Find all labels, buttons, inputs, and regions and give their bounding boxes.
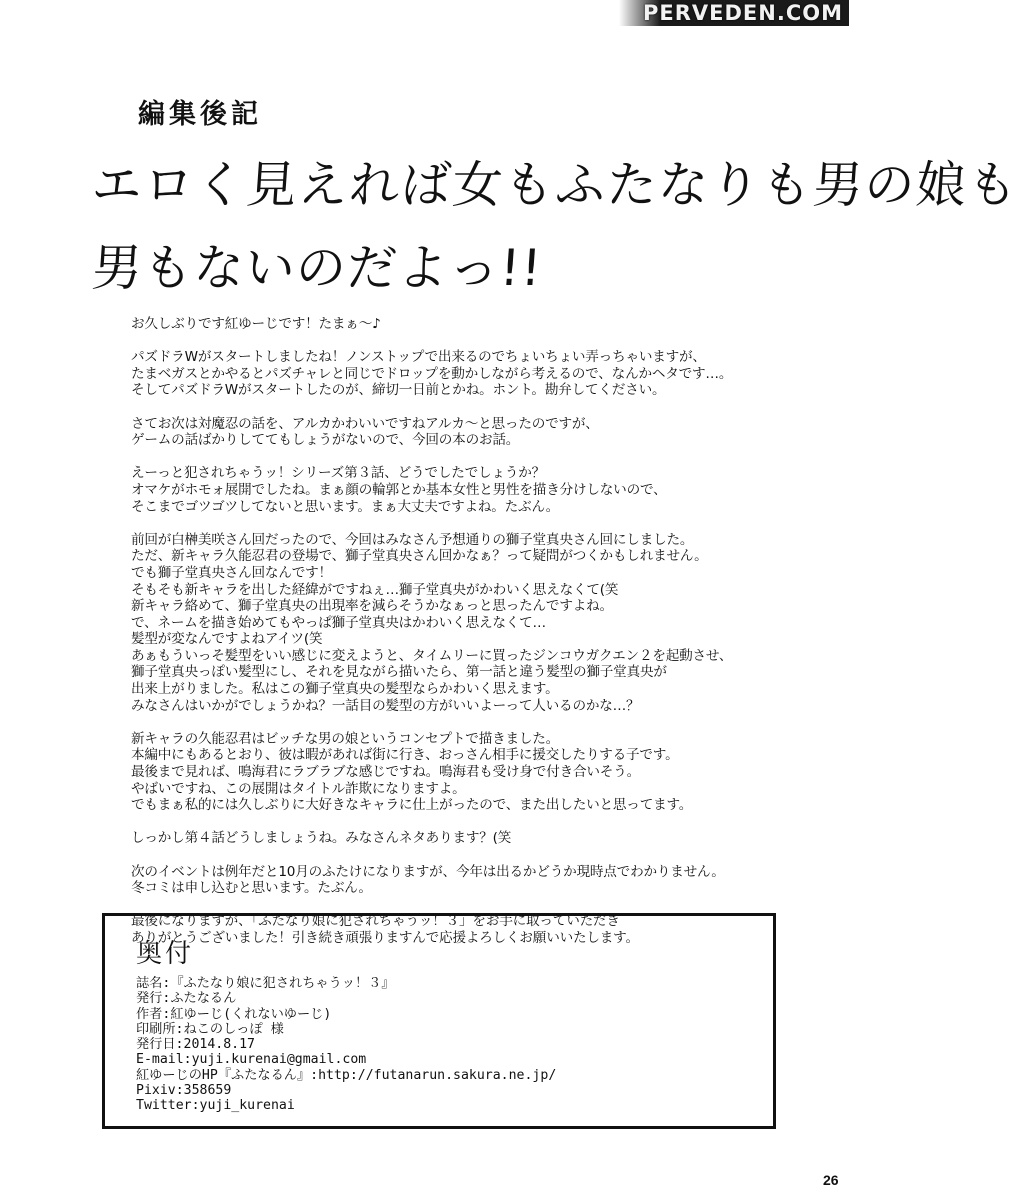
text-line: 本編中にもあるとおり、彼は暇があれば街に行き、おっさん相手に援交したりする子です。 — [131, 747, 679, 764]
text-line: 最後まで見れば、鳴海君にラブラブな感じですね。鳴海君も受け身で付き合いそう。 — [131, 764, 640, 781]
text-line: 髪型が変なんですよねアイツ(笑 — [131, 631, 323, 648]
paragraph-2 — [131, 349, 781, 399]
text-line: たまベガスとかやるとパズチャレと同じでドロップを動かしながら考えるので、なんかヘタです…。 — [131, 365, 733, 382]
text-line: 新キャラの久能忍君はビッチな男の娘というコンセプトで描きました。 — [131, 730, 560, 747]
text-line: でもまぁ私的には久しぶりに大好きなキャラに仕上がったので、また出したいと思ってます。 — [131, 797, 693, 814]
text-line: ただ、新キャラ久能忍君の登場で、獅子堂真央さん回かなぁ？って疑問がつくかもしれません。 — [131, 548, 708, 565]
text-line: ゲームの話ばかりしててもしょうがないので、今回の本のお話。 — [131, 432, 520, 449]
text-line: そこまでゴツゴツしてないと思います。まぁ大丈夫ですよね。たぶん。 — [131, 498, 560, 515]
paragraph-6 — [131, 731, 781, 814]
paragraph-8 — [131, 864, 781, 897]
text-line: そもそも新キャラを出した経緯がですねぇ…獅子堂真央がかわいく思えなくて(笑 — [131, 581, 619, 598]
colophon-date: 発行日:2014.8.17 — [136, 1037, 255, 1053]
colophon-printer: 印刷所:ねこのしっぽ 様 — [136, 1021, 284, 1037]
text-line: お久しぶりです紅ゆーじです！たまぁ～♪ — [131, 316, 381, 332]
afterword-heading: 編集後記 — [138, 99, 262, 130]
colophon-twitter: Twitter:yuji_kurenai — [136, 1098, 295, 1114]
text-line: パズドラWがスタートしましたね！ノンストップで出来るのでちょいちょい弄っちゃいますが、 — [131, 349, 706, 366]
site-watermark: PERVEDEN.COM — [619, 0, 849, 26]
text-line: 最後になりますが、「ふたなり娘に犯されちゃうッ！３」をお手に取っていただき — [131, 913, 620, 930]
text-line: 前回が白榊美咲さん回だったので、今回はみなさん予想通りの獅子堂真央さん回にしました。 — [131, 531, 694, 548]
text-line: そしてパズドラWがスタートしたのが、締切一日前とかね。ホント。勘弁してください。 — [131, 382, 666, 399]
text-line: ありがとうございました！引き続き頑張りますんで応援よろしくお願いいたします。 — [131, 929, 639, 946]
text-line: さてお次は対魔忍の話を、アルカかわいいですねアルカ～と思ったのですが、 — [131, 415, 599, 432]
paragraph-1 — [131, 316, 781, 333]
colophon-homepage: 紅ゆーじのHP『ふたなるん』:http://futanarun.sakura.ne.jp/ — [136, 1067, 557, 1083]
afterword-body — [131, 316, 781, 963]
page-number: 26 — [823, 1172, 839, 1188]
paragraph-4 — [131, 465, 781, 515]
colophon-email: E-mail:yuji.kurenai@gmail.com — [136, 1052, 367, 1068]
text-line: しっかし第４話どうしましょうね。みなさんネタあります？(笑 — [131, 830, 512, 847]
text-line: えーっと犯されちゃうッ！シリーズ第３話、どうでしたでしょうか？ — [131, 465, 545, 482]
colophon-title: 奥付 — [136, 939, 195, 969]
handwritten-headline-line-1: エロく見えれば女もふたなりも男の娘も — [89, 156, 1021, 214]
text-line: 冬コミは申し込むと思います。たぶん。 — [131, 880, 372, 897]
paragraph-5 — [131, 532, 781, 715]
paragraph-3 — [131, 416, 781, 449]
colophon-publisher: 発行:ふたなるん — [136, 991, 237, 1007]
text-line: 出来上がりました。私はこの獅子堂真央の髪型ならかわいく思えます。 — [131, 681, 559, 698]
colophon-details — [136, 976, 556, 1114]
text-line: やばいですね、この展開はタイトル詐欺になりますよ。 — [131, 780, 466, 797]
text-line: で、ネームを描き始めてもやっぱ獅子堂真央はかわいく思えなくて… — [131, 614, 546, 631]
handwritten-headline-line-2: 男もないのだよっ!! — [89, 239, 545, 297]
colophon-box — [102, 913, 776, 1129]
text-line: 獅子堂真央っぽい髪型にし、それを見ながら描いたら、第一話と違う髪型の獅子堂真央が — [131, 664, 667, 681]
paragraph-7 — [131, 830, 781, 847]
text-line: 次のイベントは例年だと10月のふたけになりますが、今年は出るかどうか現時点でわかりません。 — [131, 863, 725, 880]
text-line: 新キャラ絡めて、獅子堂真央の出現率を減らそうかなぁっと思ったんですよね。 — [131, 598, 613, 615]
colophon-author: 作者:紅ゆーじ(くれないゆーじ) — [136, 1006, 332, 1022]
colophon-pixiv: Pixiv:358659 — [136, 1083, 232, 1099]
text-line: オマケがホモォ展開でしたね。まぁ顔の輪郭とか基本女性と男性を描き分けしないので、 — [131, 481, 667, 498]
text-line: みなさんはいかがでしょうかね？一話目の髪型の方がいいよーって人いるのかな…？ — [131, 697, 640, 714]
text-line: でも獅子堂真央さん回なんです！ — [131, 564, 332, 581]
text-line: あぁもういっそ髪型をいい感じに変えようと、タイムリーに買ったジンコウガクエン２を起動させ、 — [131, 647, 733, 664]
colophon-title-line: 誌名:『ふたなり娘に犯されちゃうッ！３』 — [136, 976, 395, 991]
